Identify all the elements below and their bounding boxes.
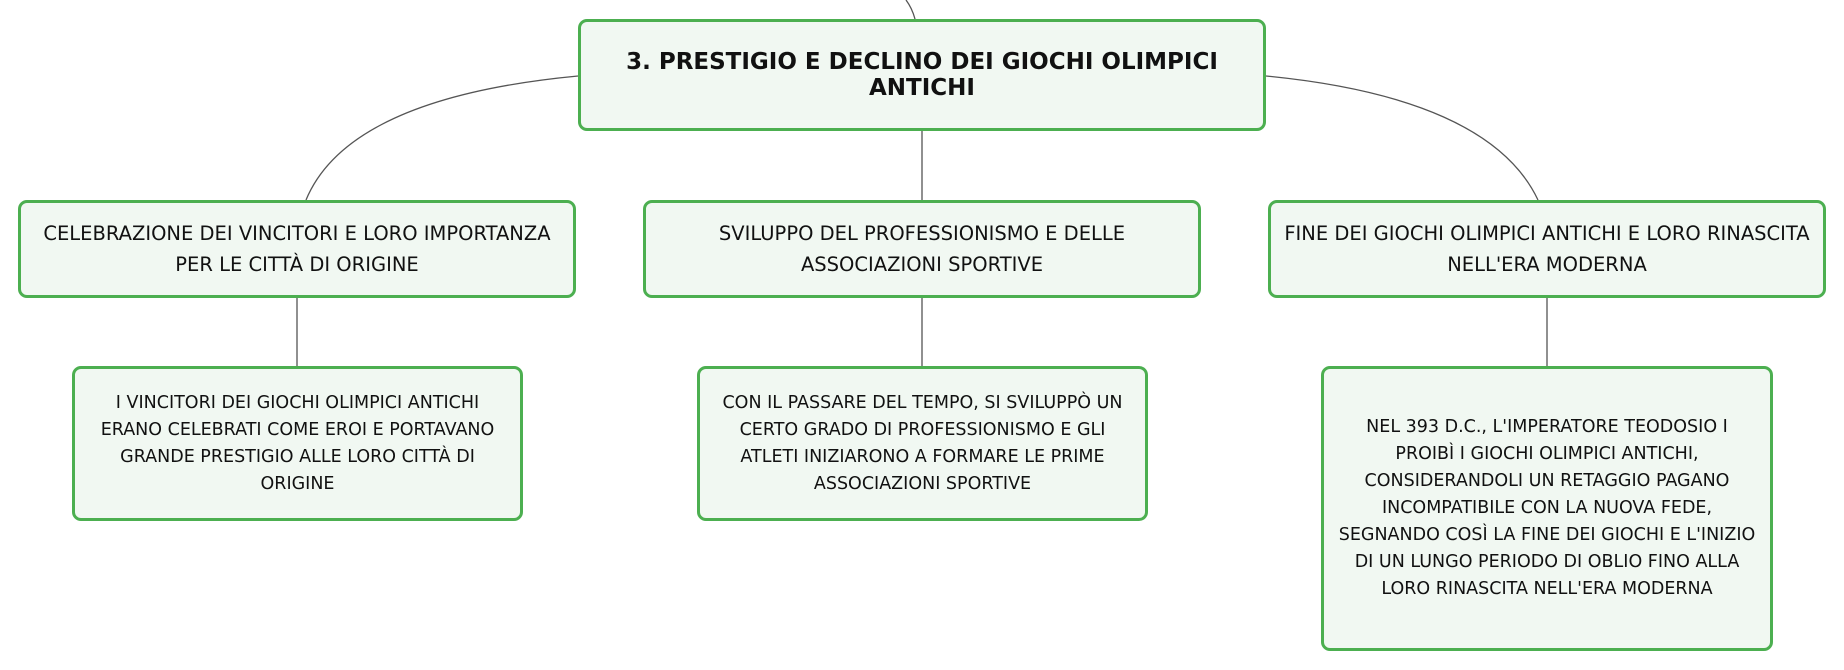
branch-title-professionismo: SVILUPPO DEL PROFESSIONISMO E DELLE ASSOCIAZIONI SPORTIVE: [718, 222, 1126, 276]
detail-node-celebrazione[interactable]: [72, 366, 523, 521]
detail-node-fine-giochi[interactable]: [1321, 366, 1773, 651]
connector-root-to-branch-3: [1266, 76, 1538, 200]
detail-node-professionismo[interactable]: [697, 366, 1148, 521]
branch-title-fine-giochi: FINE DEI GIOCHI OLIMPICI ANTICHI E LORO RINASCITA NELL'ERA MODERNA: [1284, 222, 1810, 276]
detail-text-fine-giochi: NEL 393 D.C., L'IMPERATORE TEODOSIO I PROIBÌ I GIOCHI OLIMPICI ANTICHI, CONSIDERANDOLI UN RETAGGIO PAGANO INCOMPATIBILE CON LA NUOVA FEDE, SEGNANDO COSÌ LA FINE DEI GIOCHI E L'INIZIO DI UN LUNGO PERIODO DI OBLIO FINO ALLA LORO RINASCITA NELL'ERA MODERNA: [1338, 417, 1756, 599]
connector-root-to-branch-1: [306, 76, 578, 200]
branch-title-celebrazione: CELEBRAZIONE DEI VINCITORI E LORO IMPORTANZA PER LE CITTÀ DI ORIGINE: [43, 222, 551, 276]
detail-text-celebrazione: I VINCITORI DEI GIOCHI OLIMPICI ANTICHI ERANO CELEBRATI COME EROI E PORTAVANO GRANDE PRESTIGIO ALLE LORO CITTÀ DI ORIGINE: [100, 392, 495, 494]
branch-node-celebrazione[interactable]: [18, 200, 576, 298]
connector-parent-to-root: [906, 0, 915, 19]
branch-node-fine-giochi[interactable]: [1268, 200, 1826, 298]
branch-node-professionismo[interactable]: [643, 200, 1201, 298]
detail-text-professionismo: CON IL PASSARE DEL TEMPO, SI SVILUPPÒ UN CERTO GRADO DI PROFESSIONISMO E GLI ATLETI INIZIARONO A FORMARE LE PRIME ASSOCIAZIONI SPORTIVE: [722, 392, 1123, 494]
root-topic-title: 3. PRESTIGIO E DECLINO DEI GIOCHI OLIMPICI ANTICHI: [626, 49, 1218, 101]
root-topic-node[interactable]: [578, 19, 1266, 131]
